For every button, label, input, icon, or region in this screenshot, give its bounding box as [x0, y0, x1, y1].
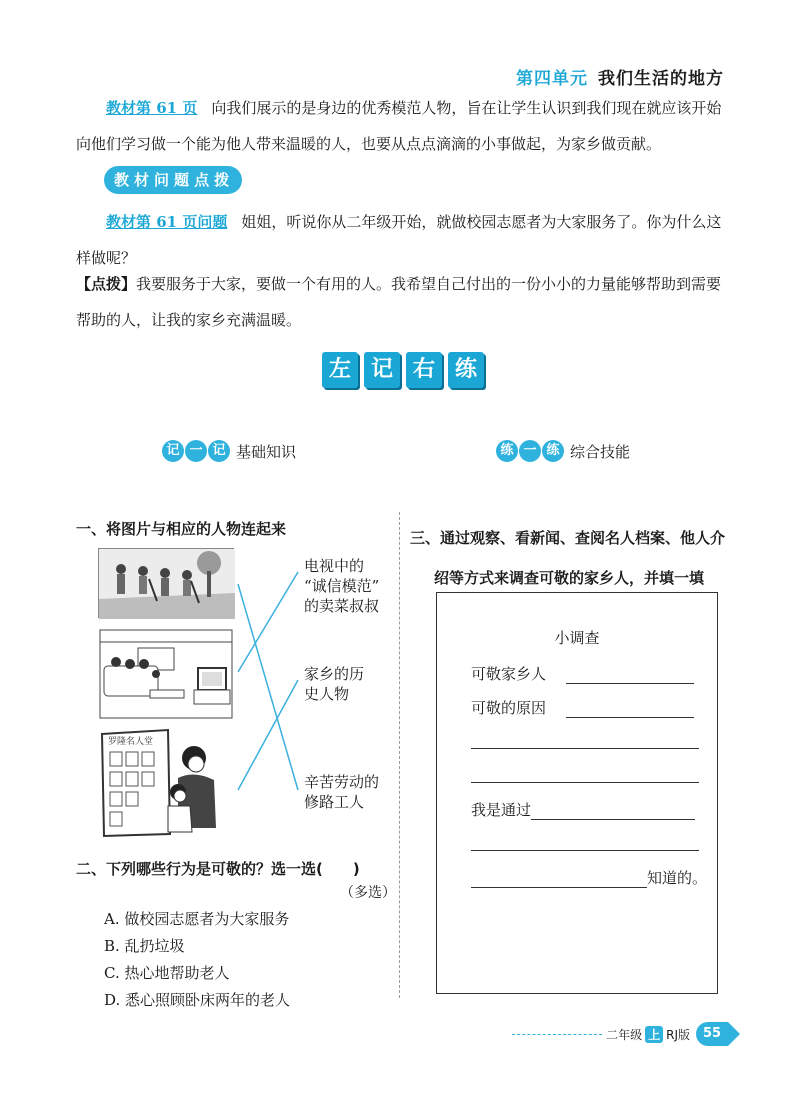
- skills-heading: [496, 440, 630, 462]
- label-line: 修路工人: [304, 793, 365, 811]
- remember-tag: [162, 440, 230, 462]
- question-1-title: 一、将图片与相应的人物连起来: [76, 520, 287, 538]
- question-3-line-1: 三、通过观察、看新闻、查阅名人档案、他人介: [410, 529, 726, 547]
- road-workers-illustration: [98, 548, 234, 618]
- unit-title: 我们生活的地方: [598, 69, 724, 89]
- heading-label: 基础知识: [236, 442, 297, 461]
- question-3-line-2: 绍等方式来调查可敬的家乡人，并填一填: [434, 569, 705, 587]
- survey-label: 知道的。: [647, 869, 708, 887]
- survey-label: 可敬家乡人: [471, 665, 547, 683]
- page-number: 55: [696, 1022, 728, 1046]
- grade-label: 二年级: [606, 1027, 643, 1042]
- survey-row-reason: [471, 697, 694, 718]
- banner-char: 点: [194, 171, 213, 189]
- match-line: [238, 680, 298, 790]
- practice-tag: [496, 440, 564, 462]
- label-line: 史人物: [304, 685, 350, 703]
- tag-char: 记: [162, 440, 184, 462]
- option-c: C. 热心地帮助老人: [104, 964, 230, 982]
- unit-header: [516, 64, 724, 89]
- fill-blank[interactable]: [531, 802, 695, 820]
- question-reference: 教材第 61 页问题: [106, 213, 228, 231]
- tag-char: 练: [496, 440, 518, 462]
- survey-row-blank: [471, 731, 699, 749]
- label-line: 电视中的: [304, 557, 365, 575]
- hint-paragraph: [76, 266, 724, 338]
- fill-blank[interactable]: [471, 765, 699, 783]
- survey-row-blank: [471, 765, 699, 783]
- intro-text: 向我们展示的是身边的优秀模范人物，旨在让学生认识到我们现在就应该开始向他们学习做一个能为他人带来温暖的人，也要从点点滴滴的小事做起，为家乡做贡献。: [76, 99, 722, 153]
- label-line: “诚信模范”: [304, 577, 380, 595]
- section-title-char: 记: [364, 352, 400, 388]
- basic-knowledge-heading: [162, 440, 296, 462]
- svg-text:罗隆名人堂: 罗隆名人堂: [108, 737, 154, 747]
- question-text: 姐姐，听说你从二年级开始，就做校园志愿者为大家服务了。你为什么这样做呢？: [76, 213, 722, 267]
- survey-label: 我是通过: [471, 801, 532, 819]
- banner-char: 问: [154, 171, 173, 189]
- match-line: [238, 572, 298, 672]
- question-3-title: [410, 518, 740, 598]
- page-footer: [512, 1022, 740, 1046]
- footer-dashed-line: [512, 1034, 602, 1035]
- match-label-road-workers: [304, 772, 379, 812]
- banner-char: 拨: [214, 171, 233, 189]
- textbook-hint-banner: [104, 166, 242, 194]
- option-b: B. 乱扔垃圾: [104, 937, 185, 955]
- textbook-reference: 教材第 61 页: [106, 99, 198, 117]
- tag-char: 一: [519, 440, 541, 462]
- banner-char: 教: [114, 171, 133, 189]
- option-d: D. 悉心照顾卧床两年的老人: [104, 991, 291, 1009]
- page-arrow-icon: [728, 1022, 740, 1046]
- edition-label: RJ版: [666, 1027, 690, 1042]
- survey-row-method: [471, 799, 695, 820]
- unit-number: 第四单元: [516, 69, 588, 89]
- multiple-choice-note: （多选）: [340, 885, 396, 901]
- match-label-vendor: [304, 556, 379, 616]
- section-title-char: 右: [406, 352, 442, 388]
- label-line: 的卖菜叔叔: [304, 597, 380, 615]
- question-2-title: 二、下列哪些行为是可敬的？选一选( ): [76, 860, 360, 878]
- banner-char: 材: [134, 171, 153, 189]
- tag-char: 一: [185, 440, 207, 462]
- match-line: [238, 584, 298, 790]
- survey-row-blank: [471, 833, 699, 851]
- intro-paragraph: [76, 90, 724, 162]
- family-watching-tv-illustration: [98, 628, 234, 720]
- column-divider: [399, 512, 400, 998]
- tag-char: 记: [208, 440, 230, 462]
- fill-blank[interactable]: [471, 731, 699, 749]
- section-title-char: 练: [448, 352, 484, 388]
- section-title-char: 左: [322, 352, 358, 388]
- banner-char: 题: [174, 171, 193, 189]
- section-title: [322, 352, 484, 388]
- option-a: A. 做校园志愿者为大家服务: [104, 910, 290, 928]
- survey-row-end: [471, 867, 707, 888]
- volume-badge: 上: [645, 1026, 663, 1043]
- fill-blank[interactable]: [566, 700, 694, 718]
- label-line: 辛苦劳动的: [304, 773, 380, 791]
- fill-blank[interactable]: [566, 666, 694, 684]
- fill-blank[interactable]: [471, 870, 647, 888]
- fill-blank[interactable]: [471, 833, 699, 851]
- survey-form: [436, 592, 718, 994]
- historical-figures-board-illustration: [98, 728, 234, 838]
- hint-label: 【点拨】: [76, 275, 137, 293]
- survey-label: 可敬的原因: [471, 699, 547, 717]
- survey-title: 小调查: [554, 629, 600, 647]
- survey-row-person: [471, 663, 694, 684]
- match-label-historical: [304, 664, 364, 704]
- tag-char: 练: [542, 440, 564, 462]
- label-line: 家乡的历: [304, 665, 365, 683]
- hint-text: 我要服务于大家，要做一个有用的人。我希望自己付出的一份小小的力量能够帮助到需要帮助的人，让我的家乡充满温暖。: [76, 275, 722, 329]
- heading-label: 综合技能: [570, 442, 631, 461]
